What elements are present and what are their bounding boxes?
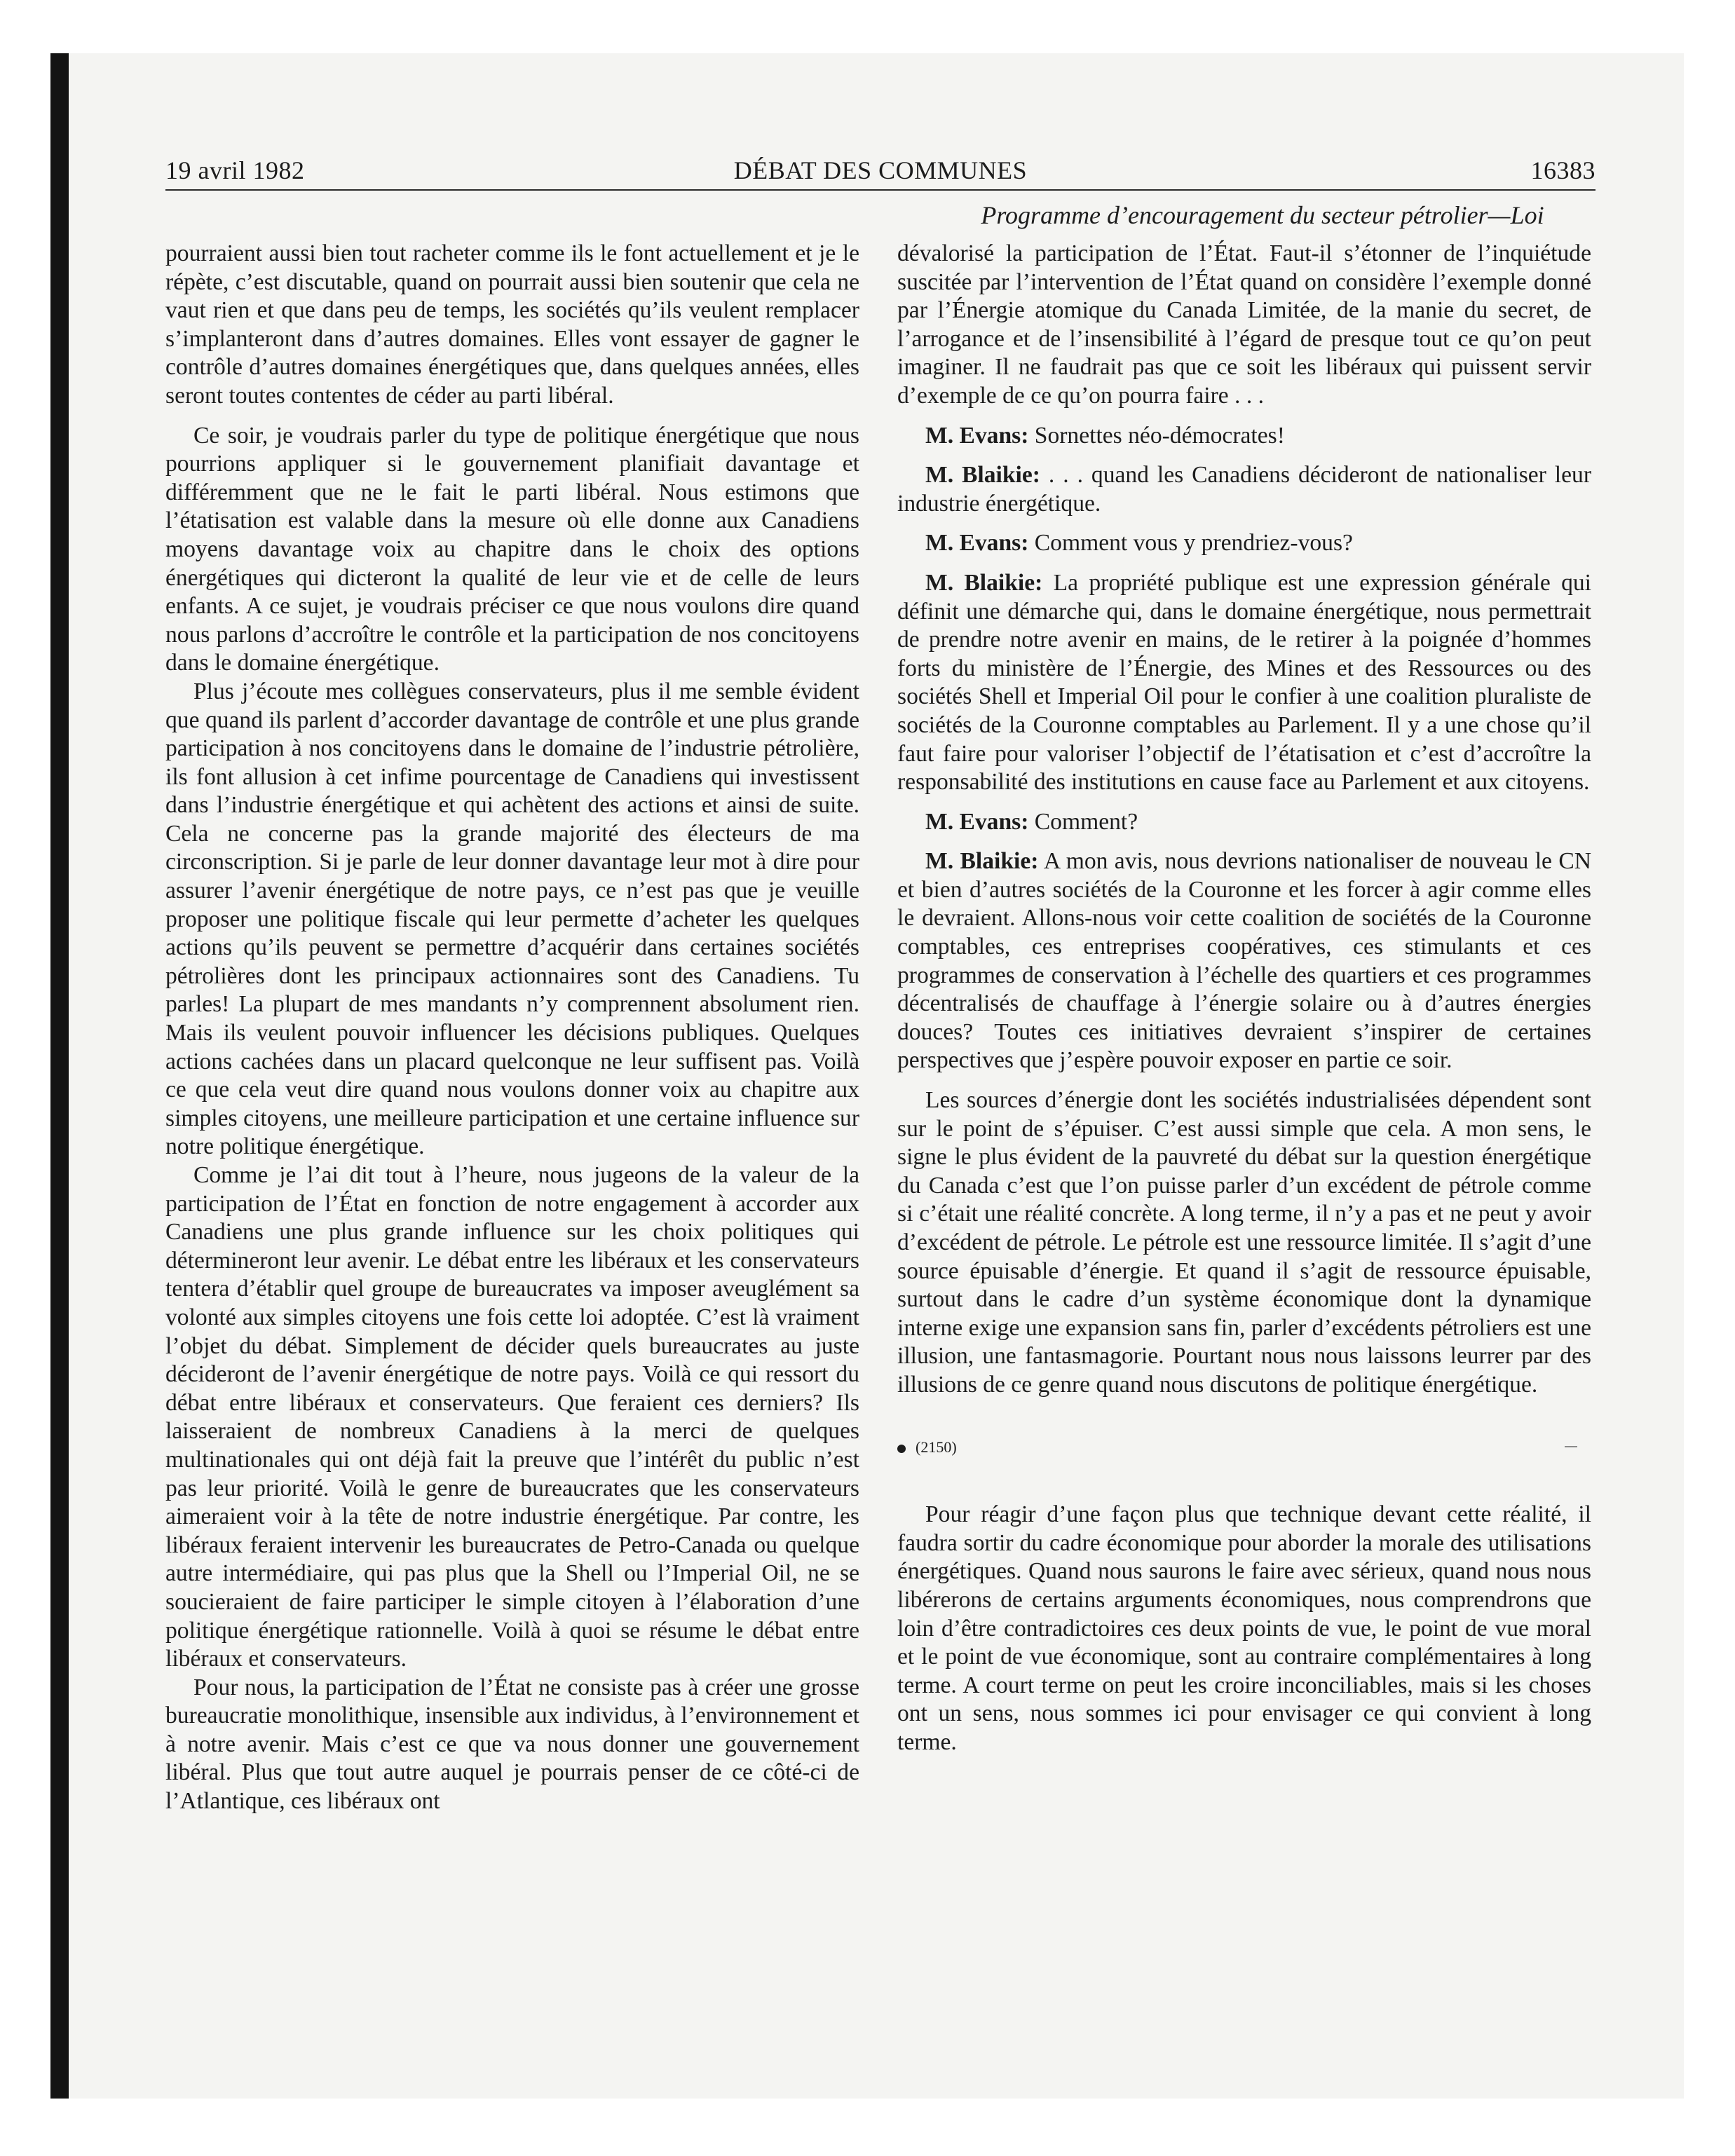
paragraph: Les sources d’énergie dont les sociétés industrialisées dépendent sont sur le point de s’épuiser. C’est aussi simple que cela. A mon sens, le signe le plus évident de la pauvreté du débat sur la question énergétique du Canada c’est que l’on puisse parler d’un excédent de pétrole comme si c’était une réalité concrète. A long terme, il n’y a pas et ne peut y avoir d’excédent de pétrole. Le pétrole est une ressource limitée. Il s’agit d’une source épuisable d’énergie. Et quand il s’agit de ressource épuisable, surtout dans le cadre d’un système économique dont la dynamique interne exige une expansion sans fin, parler d’excédents pétroliers est une illusion, une fantasmagorie. Pourtant nous nous laissons leurrer par des illusions de ce genre quand nous discutons de politique énergétique. xyxy=(897,1087,1591,1398)
speaker-name: M. Evans: xyxy=(925,808,1029,835)
speech-text: Comment vous y prendriez-vous? xyxy=(1028,530,1353,557)
header-title: DÉBAT DES COMMUNES xyxy=(733,156,1028,184)
bullet-dot-icon xyxy=(897,1445,906,1453)
time-marker xyxy=(897,1433,1591,1462)
speaker-name: M. Blaikie: xyxy=(925,462,1040,489)
speech xyxy=(897,569,1591,797)
time-marker-label: (2150) xyxy=(916,1438,957,1456)
topic-heading: Programme d’encouragement du secteur pétrolier—Loi xyxy=(981,201,1544,229)
speech xyxy=(897,847,1591,1075)
paragraph: pourraient aussi bien tout racheter comme ils le font actuellement et je le répète, c’est discutable, quand on pourrait aussi bien soutenir que cela ne vaut rien et que dans peu de temps, les sociétés qu’ils veulent remplacer s’implanteront dans d’autres domaines. Elles vont essayer de gagner le contrôle d’autres domaines énergétiques que, dans quelques années, elles seront toutes contentes de céder au parti libéral. xyxy=(165,240,859,409)
speaker-name: M. Blaikie: xyxy=(925,569,1043,596)
speech xyxy=(897,461,1591,518)
speech-text: La propriété publique est une expression générale qui définit une démarche qui, dans le domaine énergétique, nous permettrait de prendre notre avenir en mains, de le retirer à la poignée d’hommes forts du ministère de l’Énergie, des Mines et des Ressources ou des sociétés Shell et Imperial Oil pour le confier à une coalition pluraliste de sociétés de la Couronne comptables au Parlement. Il y a une chose qu’il faut faire pour valoriser l’objectif de l’étatisation et c’est d’accroître la responsabilité des institutions en cause face au Parlement et aux citoyens. xyxy=(897,569,1591,796)
speaker-name: M. Evans: xyxy=(925,530,1029,557)
paragraph: Pour réagir d’une façon plus que technique devant cette réalité, il faudra sortir du cadre économique pour aborder la morale des utilisations énergétiques. Quand nous saurons le faire avec sérieux, quand nous nous libérerons de certains arguments économiques, nous comprendrons que loin d’être contradictoires ces deux points de vue, le point de vue moral et le point de vue économique, sont au contraire complémentaires à long terme. A court terme on peut les croire inconciliables, mais si les choses ont un sens, nous sommes ici pour envisager ce qui convient à long terme. xyxy=(897,1501,1591,1755)
speech xyxy=(897,808,1591,837)
paragraph: Comme je l’ai dit tout à l’heure, nous jugeons de la valeur de la participation de l’État en fonction de notre engagement à accorder aux Canadiens une plus grande influence sur les choix politiques qui détermineront leur avenir. Le débat entre les libéraux et les conservateurs tentera d’établir quel groupe de bureaucrates va imposer aveuglément sa volonté aux simples citoyens une fois cette loi adoptée. C’est là vraiment l’objet du débat. Simplement de décider quels bureaucrates au juste décideront de l’avenir énergétique de notre pays. Voilà ce qui ressort du débat entre libéraux et conservateurs. Que feraient ces derniers? Ils laisseraient de nombreux Canadiens à la merci de quelques multinationales qui ont déjà fait la preuve que l’intérêt du public n’est pas leur priorité. Voilà le genre de bureaucrates que les conservateurs aimeraient voir à la tête de notre industrie énergétique. Par contre, les libéraux feraient intervenir les bureaucrates de Petro-Canada ou quelque autre intermédiaire, qui pas plus que la Shell ou l’Imperial Oil, ne se soucieraient de faire participer le simple citoyen à l’élaboration d’une politique énergétique rationnelle. Voilà à quoi se résume le débat entre libéraux et conservateurs. xyxy=(165,1162,859,1672)
stray-mark xyxy=(1565,1446,1577,1447)
paragraph: Plus j’écoute mes collègues conservateurs, plus il me semble évident que quand ils parlent d’accorder davantage de contrôle et une plus grande participation à nos concitoyens dans le domaine de l’industrie pétrolière, ils font allusion à cet infime pourcentage de Canadiens qui investissent dans l’industrie énergétique et qui achètent des actions et ainsi de suite. Cela ne concerne pas la grande majorité des électeurs de ma circonscription. Si je parle de leur donner davantage leur mot à dire pour assurer l’avenir énergétique de notre pays, ce n’est pas que je veuille proposer une politique fiscale qui leur permette d’acheter les quelques actions qu’ils peuvent se permettre d’acquérir dans certaines sociétés pétrolières dont les principaux actionnaires sont des Canadiens. Tu parles! La plupart de mes mandants n’y comprennent absolument rien. Mais ils veulent pouvoir influencer les décisions publiques. Quelques actions cachées dans un placard quelconque ne leur suffisent pas. Voilà ce que cela veut dire quand nous voulons donner voix au chapitre aux simples citoyens, une meilleure participation et une certaine influence sur notre politique énergétique. xyxy=(165,678,859,1160)
document-page xyxy=(165,147,1595,2082)
speech xyxy=(897,422,1591,451)
paragraph: Pour nous, la participation de l’État ne consiste pas à créer une grosse bureaucratie monolithique, insensible aux individus, à l’environnement et à notre avenir. Mais c’est ce que va nous donner une gouvernement libéral. Plus que tout autre auquel je pourrais penser de ce côté-ci de l’Atlantique, ces libéraux ont xyxy=(165,1674,859,1815)
speaker-name: M. Blaikie: xyxy=(925,848,1039,875)
speech-text: Comment? xyxy=(1028,808,1138,835)
header-date: 19 avril 1982 xyxy=(165,156,305,184)
speech-text: . . . quand les Canadiens décideront de nationaliser leur industrie énergétique. xyxy=(897,462,1592,517)
left-column xyxy=(165,240,859,1827)
speaker-name: M. Evans: xyxy=(925,422,1029,449)
speech xyxy=(897,529,1591,558)
paragraph: dévalorisé la participation de l’État. Faut-il s’étonner de l’inquiétude suscitée par l’intervention de l’État quand on considère l’exemple donné par l’Énergie atomique du Canada Limitée, de la manie du secret, de l’arrogance et de l’insensibilité à l’égard de presque tout ce qu’on peut imaginer. Il ne faudrait pas que ce soit les libéraux qui puissent servir d’exemple de ce qu’on pourra faire . . . xyxy=(897,240,1591,409)
right-column xyxy=(897,240,1591,1768)
page-header xyxy=(165,147,1595,191)
paragraph: Ce soir, je voudrais parler du type de politique énergétique que nous pourrions appliquer si le gouvernement planifiait davantage et différemment que ne le fait le parti libéral. Nous estimons que l’étatisation est valable dans la mesure où elle donne aux Canadiens moyens davantage voix au chapitre dans le choix des options énergétiques qui dicteront la qualité de leur vie et de celle de leurs enfants. A ce sujet, je voudrais préciser ce que nous voulons dire quand nous parlons d’accroître le contrôle et la participation de nos concitoyens dans le domaine énergétique. xyxy=(165,422,859,676)
speech-text: A mon avis, nous devrions nationaliser de nouveau le CN et bien d’autres sociétés de la Couronne et les forcer à agir comme elles le devraient. Allons-nous voir cette coalition de sociétés de la Couronne comptables, ces entreprises coopératives, ces stimulants et ces programmes de conservation à l’échelle des quartiers et ces programmes décentralisés de chauffage à l’énergie solaire ou à d’autres énergies douces? Toutes ces initiatives devraient s’inspirer de certaines perspectives que j’espère pouvoir exposer en partie ce soir. xyxy=(897,848,1591,1074)
header-page-number: 16383 xyxy=(1530,156,1595,184)
speech-text: Sornettes néo-démocrates! xyxy=(1028,422,1285,449)
scan-edge-bar xyxy=(50,53,69,2099)
